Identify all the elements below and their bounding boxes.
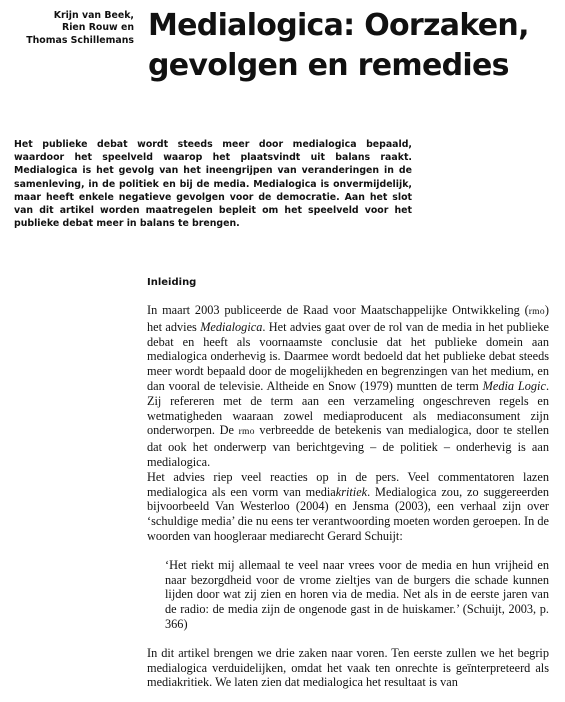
emphasis: Media Logic bbox=[482, 378, 546, 393]
abstract: Het publieke debat wordt steeds meer door medialogica bepaald, waardoor het speelveld waarop het plaatsvindt uit balans raakt. Medialogica is het gevolg van het ineengrijpen van veranderingen in de samenleving, in de politiek en bij de media. Medialogica is onvermijdelijk, maar heeft enkele negatieve gevolgen voor de democratie. Aan het slot van dit artikel worden maatregelen bepleit om het speelveld voor het publieke debat meer in balans te brengen. bbox=[14, 139, 412, 230]
emphasis: Medialogica bbox=[200, 319, 263, 334]
abbreviation: rmo bbox=[528, 307, 545, 317]
article-body bbox=[147, 303, 549, 690]
paragraph: In maart 2003 publiceerde de Raad voor Maatschappelijke Ontwikkeling (rmo) het advies Medialogica. Het advies gaat over de rol van de media in het publieke debat en heeft als voornaamste conclusie dat het publieke domein aan medialogica onderhevig is. Daarmee wordt bedoeld dat het publieke debat steeds meer wordt bepaald door de mogelijkheden en begrenzingen van het medium, en dan vooral de televisie. Altheide en Snow (1979) muntten de term Media Logic. Zij refereren met de term aan een verzameling ongeschreven regels en wetmatigheden waaraan zowel mediaproducent als mediaconsument zijn onderworpen. De rmo verbreedde de betekenis van medialogica, door te stellen dat ook het onderwerp van berichtgeving – de politiek – onderhevig is aan medialogica. bbox=[147, 303, 550, 469]
author-name: Rien Rouw en bbox=[61, 22, 134, 34]
author-name: Krijn van Beek, bbox=[53, 10, 134, 21]
block-quote: ‘Het riekt mij allemaal te veel naar vrees voor de media en hun vrijheid en naar bezorgdheid voor de vrome zieltjes van de burgers die schade kunnen lijden door wat zij zien en horen via de media. Net als in de eerste jaren van de radio: de media zijn de ongenode gast in de huiskamer.’ (Schuijt, 2003, p. 366) bbox=[165, 557, 549, 631]
paragraph: In dit artikel brengen we drie zaken naar voren. Ten eerste zullen we het begrip medialogica verduidelijken, omdat het vaak ten onrechte is geïnterpreteerd als mediakritiek. We laten zien dat medialogica het resultaat is van bbox=[147, 645, 549, 690]
author-name: Thomas Schillemans bbox=[26, 34, 134, 46]
author-list bbox=[0, 10, 134, 47]
emphasis: kritiek bbox=[335, 484, 368, 499]
article-title: Medialogica: Oorzaken, gevolgen en remedies bbox=[148, 8, 529, 83]
section-heading: Inleiding bbox=[147, 277, 197, 288]
abbreviation: rmo bbox=[238, 427, 255, 438]
paragraph: Het advies riep veel reacties op in de pers. Veel commentatoren lazen medialogica als een vorm van mediakritiek. Medialogica zou, zo suggereerden bijvoorbeeld Van Westerloo (2004) en Jensma (2003), een verhaal zijn over ‘schuldige media’ die nu eens ter verantwoording moeten worden geroepen. In de woorden van hoogleraar mediarecht Gerard Schuijt: bbox=[147, 469, 549, 543]
